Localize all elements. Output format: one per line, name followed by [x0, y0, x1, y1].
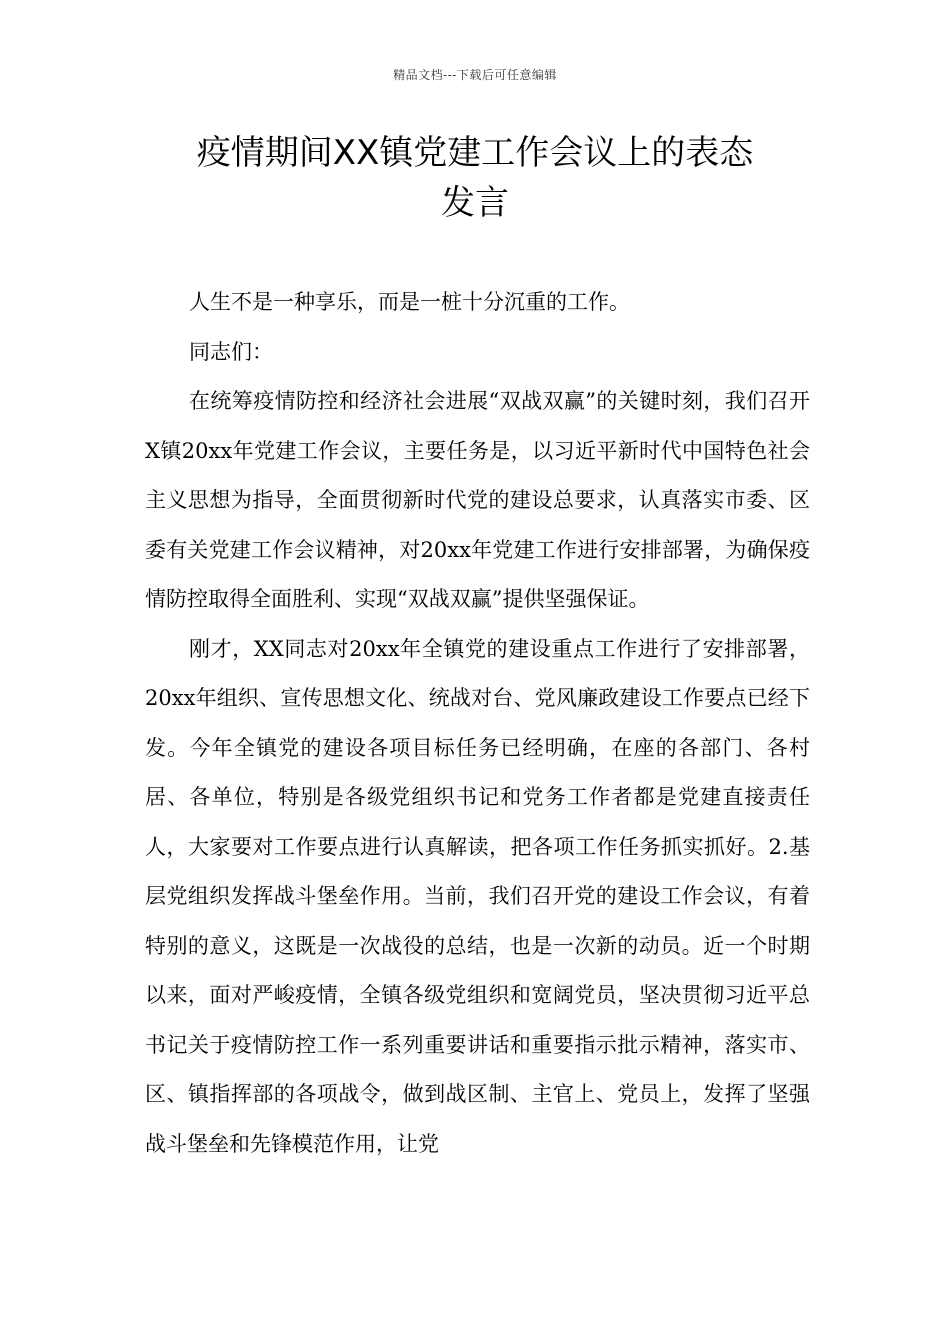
document-title — [110, 128, 840, 228]
document-title-line-1: 疫情期间XX镇党建工作会议上的表态 — [196, 133, 754, 173]
paragraph-salutation: 同志们： — [189, 339, 273, 364]
paragraph-review: 刚才，XX同志对20xx年全镇党的建设重点工作进行了安排部署，20xx年组织、宣传思想文化、统战对台、党风廉政建设工作要点已经下发。今年全镇党的建设各项目标任务已经明确，在座的各部门、各村居、各单位，特别是各级党组织书记和党务工作者都是党建直接责任人，大家要对工作要点进行认真解读，把各项工作任务抓实抓好。2.基层党组织发挥战斗堡垒作用。当前，我们召开党的建设工作会议，有着特别的意义，这既是一次战役的总结，也是一次新的动员。近一个时期以来，面对严峻疫情，全镇各级党组织和宽阔党员，坚决贯彻习近平总书记关于疫情防控工作一系列重要讲话和重要指示批示精神，落实市、区、镇指挥部的各项战令，做到战区制、主官上、党员上，发挥了坚强战斗堡垒和先锋模范作用，让党 — [145, 636, 810, 1156]
document-title-line-2: 发言 — [441, 183, 509, 223]
document-body — [145, 278, 810, 1169]
header-note: 精品文档---下载后可任意编辑 — [393, 68, 557, 82]
paragraph-intro: 在统筹疫情防控和经济社会进展“双战双赢”的关键时刻，我们召开X镇20xx年党建工作会议，主要任务是，以习近平新时代中国特色社会主义思想为指导，全面贯彻新时代党的建设总要求，认真落实市委、区委有关党建工作会议精神，对20xx年党建工作进行安排部署，为确保疫情防控取得全面胜利、实现“双战双赢”提供坚强保证。 — [145, 389, 810, 611]
paragraph-motto: 人生不是一种享乐，而是一桩十分沉重的工作。 — [189, 290, 630, 314]
